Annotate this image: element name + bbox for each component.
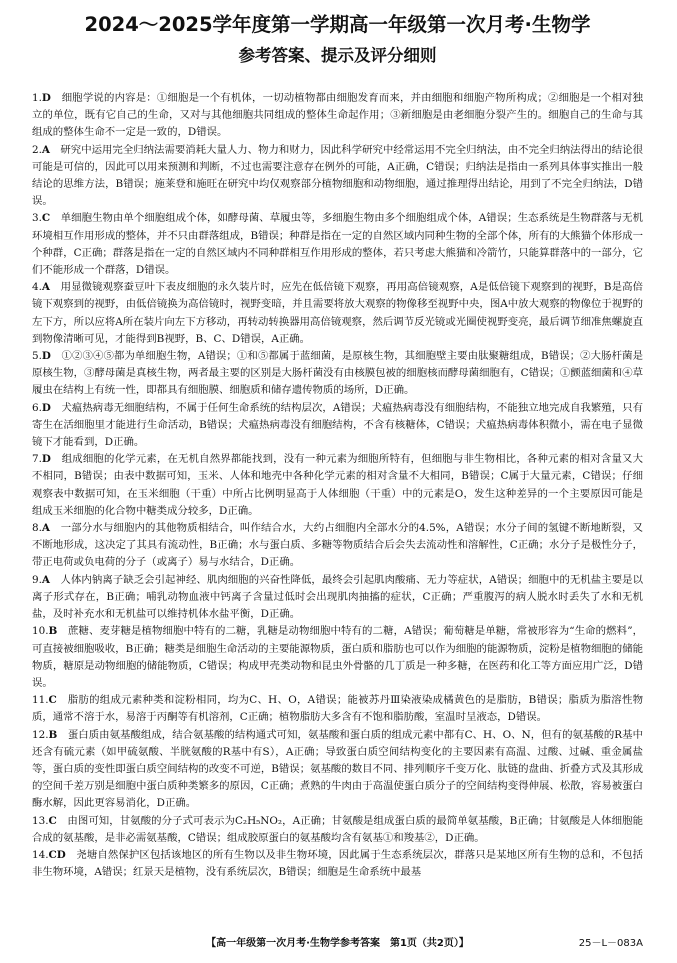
page-subtitle: 参考答案、提示及评分细则 <box>238 46 437 65</box>
answer-item-4 <box>32 279 643 348</box>
answer-item-9 <box>32 572 643 624</box>
item-answer: D <box>41 92 51 104</box>
item-number: 2. <box>32 143 42 156</box>
item-explanation: 由图可知，甘氨酸的分子式可表示为C₂H₅NO₂，A正确；甘氨酸是组成蛋白质的最简单氨基酸，B正确；甘氨酸是人体细胞能合成的氨基酸，是非必需氨基酸，C错误；组成胶原蛋白的氨基酸均含有氨基①和羧基②，D正确。 <box>32 814 643 844</box>
item-answer: D <box>41 453 51 466</box>
item-explanation: 用显微镜观察蚕豆叶下表皮细胞的永久装片时，应先在低倍镜下观察，再用高倍镜观察，A是低倍镜下观察到的视野，B是高倍镜下观察到的视野，由低倍镜换为高倍镜时，视野变暗，并且需要将放大观察的物像移至视野中央，图A中放大观察的物像位于视野的左下方，所以应将A所在装片向左下方移动，再转动转换器用高倍镜观察，然后调节反光镜或光圈使视野变亮，最后调节细准焦螺旋直到物像清晰可见，才能得到B视野，B、C、D错误，A正确。 <box>32 281 644 345</box>
item-answer: C <box>48 694 57 707</box>
page-footer <box>32 937 643 951</box>
item-number: 1. <box>32 92 42 104</box>
item-explanation: 研究中运用完全归纳法需要消耗大量人力、物力和财力，因此科学研究中经常运用不完全归纳法，由不完全归纳法得出的结论很可能是可信的，因此可以用来预测和判断，不过也需要注意存在例外的可能，A正确，C错误；归纳法是指由一系列具体事实推出一般结论的思维方法，B错误；施莱登和施旺在研究中均仅观察部分植物细胞和动物细胞，通过推理得出结论，用到了不完全归纳法，D错误。 <box>32 143 643 208</box>
item-number: 10. <box>32 625 49 638</box>
item-number: 13. <box>32 814 49 827</box>
item-answer: CD <box>48 848 66 861</box>
item-explanation: 脂肪的组成元素种类和淀粉相同，均为C、H、O，A错误；能被苏丹Ⅲ染液染成橘黄色的是脂肪，B错误；脂质为脂溶性物质，通常不溶于水，易溶于丙酮等有机溶剂，C正确；植物脂肪大多含有不饱和脂肪酸，室温时呈液态，D错误。 <box>32 694 644 724</box>
item-number: 7. <box>32 453 42 466</box>
answer-list <box>32 90 643 881</box>
item-number: 4. <box>32 281 42 294</box>
answer-item-11 <box>32 692 643 726</box>
answer-item-14 <box>32 847 643 881</box>
answer-item-8 <box>32 520 643 572</box>
item-explanation: 尧塘自然保护区包括该地区的所有生物以及非生物环境，因此属于生态系统层次，群落只是某地区所有生物的总和，不包括非生物环境，A错误；红景天是植物，没有系统层次，B错误；细胞是生命系统中最基 <box>32 848 644 879</box>
answer-item-10 <box>32 623 643 692</box>
item-explanation: 组成细胞的化学元素，在无机自然界都能找到，没有一种元素为细胞所特有，但细胞与非生物相比，各种元素的相对含量又大不相同，B错误；由表中数据可知，玉米、人体和地壳中各种化学元素的相对含量不大相同，B错误；C属于大量元素，C错误；仔细观察表中数据可知，在玉米细胞（干重）中所占比例明显高于人体细胞（干重）中的元素是O，发生这种差异的一个主要原因可能是组成玉米细胞的化合物中糖类成分较多，D正确。 <box>32 453 644 517</box>
item-answer: A <box>41 281 50 294</box>
item-number: 8. <box>32 522 42 535</box>
answer-item-13 <box>32 813 643 847</box>
item-answer: A <box>41 522 50 535</box>
item-number: 6. <box>32 401 42 414</box>
item-answer: B <box>48 728 58 741</box>
answer-item-12 <box>32 727 643 813</box>
item-answer: C <box>48 814 57 827</box>
item-answer: A <box>41 573 50 586</box>
answer-item-5 <box>32 348 643 400</box>
answer-item-1 <box>32 90 643 142</box>
footer-paper-code: 25－L－083A <box>578 938 643 949</box>
item-explanation: 人体内钠离子缺乏会引起神经、肌肉细胞的兴奋性降低，最终会引起肌肉酸痛、无力等症状，A错误；细胞中的无机盐主要是以离子形式存在，B正确；哺乳动物血液中钙离子含量过低时会出现肌肉抽搐的症状，C正确；严重腹泻的病人脱水时丢失了水和无机盐，及时补充水和无机盐可以维持机体水盐平衡，D正确。 <box>32 573 644 621</box>
item-number: 9. <box>32 573 42 586</box>
footer-page-info: 【高一年级第一次月考·生物学参考答案 第1页（共2页）】 <box>206 938 469 949</box>
item-explanation: ①②③④⑤都为单细胞生物，A错误；①和⑤都属于蓝细菌，是原核生物，其细胞壁主要由肽聚糖组成，B错误；②大肠杆菌是原核生物，③酵母菌是真核生物，两者最主要的区别是大肠杆菌没有由核膜包被的细胞核而酵母菌细胞有，C错误；①颤蓝细菌和④草履虫在结构上有统一性，即都具有细胞膜、细胞质和储存遗传物质的场所，D正确。 <box>32 350 644 397</box>
answer-item-6 <box>32 400 643 452</box>
item-explanation: 犬瘟热病毒无细胞结构，不属于任何生命系统的结构层次，A错误；犬瘟热病毒没有细胞结构，不能独立地完成自我繁殖，只有寄生在活细胞里才能进行生命活动，B错误；犬瘟热病毒没有细胞结构，不含有核糖体，C错误；犬瘟热病毒体积微小，需在电子显微镜下才能看到，D正确。 <box>32 401 644 449</box>
item-explanation: 一部分水与细胞内的其他物质相结合，叫作结合水，大约占细胞内全部水分的4.5%，A错误；水分子间的氢键不断地断裂，又不断地形成，这决定了其具有流动性，B正确；水与蛋白质、多糖等物质结合后会失去流动性和溶解性，C正确；水分子是极性分子，带正电荷或负电荷的分子（或离子）易与水结合，D正确。 <box>32 522 643 569</box>
item-answer: D <box>41 350 51 363</box>
item-explanation: 单细胞生物由单个细胞组成个体，如酵母菌、草履虫等，多细胞生物由多个细胞组成个体，A错误；生态系统是生物群落与无机环境相互作用形成的整体，并不只由群落组成，B错误；种群是指在一定的自然区域内同种生物的全部个体，所有的大熊猫个体形成一个种群，C正确；群落是指在一定的自然区域内不同种群相互作用形成的整体，若只考虑大熊猫和冷箭竹，只能算群落中的一部分，它们不能形成一个群落，D错误。 <box>32 212 644 277</box>
item-number: 5. <box>32 350 42 363</box>
item-explanation: 蔗糖、麦芽糖是植物细胞中特有的二糖，乳糖是动物细胞中特有的二糖，A错误；葡萄糖是单糖，常被形容为“生命的燃料”，可直接被细胞吸收，B正确；糖类是细胞生命活动的主要能源物质，蛋白质和脂肪也可以作为细胞的能源物质，淀粉是植物细胞的储能物质，糖原是动物细胞的储能物质，C错误；构成甲壳类动物和昆虫外骨骼的几丁质是一种多糖，在医药和化工等方面应用广泛，D错误。 <box>32 625 644 689</box>
answer-item-2 <box>32 142 643 211</box>
item-number: 11. <box>32 694 49 707</box>
item-number: 3. <box>32 212 42 225</box>
item-number: 12. <box>32 728 49 741</box>
item-answer: C <box>41 212 51 225</box>
item-explanation: 细胞学说的内容是：①细胞是一个有机体，一切动植物都由细胞发育而来，并由细胞和细胞产物所构成；②细胞是一个相对独立的单位，既有它自己的生命，又对与其他细胞共同组成的整体生命起作用；③新细胞是由老细胞分裂产生的。细胞自己的生命与其组成的整体生命不一定是一致的，D错误。 <box>32 92 644 139</box>
item-answer: B <box>48 625 58 638</box>
item-explanation: 蛋白质由氨基酸组成，结合氨基酸的结构通式可知，氨基酸和蛋白质的组成元素中都有C、H、O、N，但有的氨基酸的R基中还含有硫元素（如甲硫氨酸、半胱氨酸的R基中有S），A正确；导致蛋白质空间结构变化的主要因素有高温、过酸、过碱、重金属盐等，蛋白质的变性即蛋白质空间结构的改变不可逆，B错误；氨基酸的数目不同、排列顺序千变万化、肽链的盘曲、折叠方式及其形成的空间千差万别是细胞中蛋白质种类繁多的原因，C正确；煮熟的牛肉由于高温使蛋白质分子的空间结构变得伸展、松散，容易被蛋白酶水解，因此更容易消化，D正确。 <box>32 728 643 810</box>
answer-item-3 <box>32 210 643 279</box>
item-answer: D <box>41 401 51 414</box>
answer-item-7 <box>32 451 643 520</box>
item-answer: A <box>41 143 50 156</box>
item-number: 14. <box>32 848 49 861</box>
page-title: 2024～2025学年度第一学期高一年级第一次月考·生物学 <box>84 13 591 36</box>
